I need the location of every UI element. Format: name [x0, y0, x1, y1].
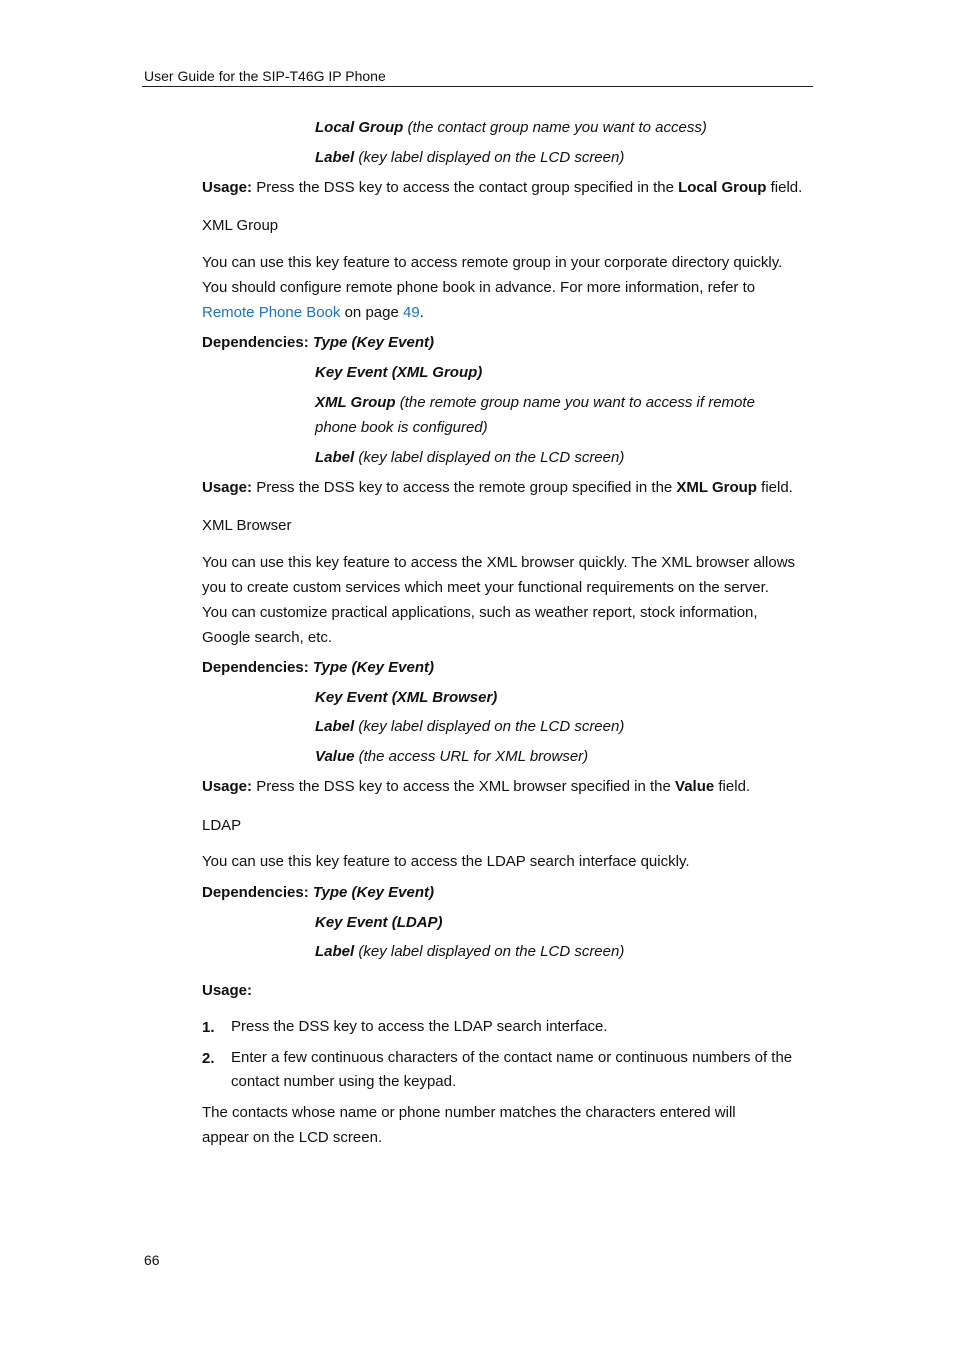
dependencies-row: [202, 655, 434, 680]
page-number: 66: [144, 1252, 160, 1268]
step-text-continued: contact number using the keypad.: [231, 1073, 457, 1090]
paragraph-line: [202, 300, 424, 325]
dep-term: Type: [312, 884, 348, 901]
dependencies-row: [202, 880, 434, 905]
usage-field: Value: [675, 778, 715, 795]
dep-value: (LDAP): [391, 914, 443, 931]
section-heading-xml-browser: XML Browser: [202, 517, 292, 534]
section-heading-xml-group: XML Group: [202, 217, 279, 234]
dep-value: (XML Group): [391, 364, 483, 381]
dep-key-event: [315, 685, 497, 710]
dep-term: Key Event: [315, 914, 388, 931]
dep-term: Local Group: [315, 119, 404, 136]
usage-text-end: field.: [761, 479, 793, 496]
dep-key-event: [315, 910, 443, 935]
dep-term: Label: [315, 943, 355, 960]
dependencies-label: Dependencies:: [202, 884, 309, 901]
dep-label: [315, 939, 624, 964]
dep-term: Type: [312, 659, 348, 676]
period: .: [419, 304, 424, 321]
dep-local-group: [315, 115, 707, 140]
dep-desc: (key label displayed on the LCD screen): [358, 149, 625, 166]
dep-term: Value: [315, 748, 355, 765]
dep-term: Label: [315, 149, 355, 166]
dep-label: [315, 145, 624, 170]
step-number: 1.: [202, 1019, 215, 1036]
dep-term: Label: [315, 718, 355, 735]
usage-field: XML Group: [676, 479, 757, 496]
dep-value: [315, 744, 588, 769]
dep-value: (Key Event): [351, 884, 435, 901]
usage-local-group: [202, 175, 802, 200]
paragraph-line: appear on the LCD screen.: [202, 1129, 383, 1146]
dep-desc: (the remote group name you want to access if remote: [399, 394, 755, 411]
dep-desc: (key label displayed on the LCD screen): [358, 449, 625, 466]
dep-key-event: [315, 360, 482, 385]
paragraph-line: The contacts whose name or phone number matches the characters entered will: [202, 1104, 736, 1121]
usage-label: Usage:: [202, 778, 253, 795]
paragraph-line: You can use this key feature to access the LDAP search interface quickly.: [202, 853, 690, 870]
dependencies-label: Dependencies:: [202, 659, 309, 676]
usage-text-end: field.: [770, 179, 803, 196]
dep-desc-continued: phone book is configured): [315, 419, 488, 436]
on-page-text: on page: [344, 304, 399, 321]
paragraph-line: You should configure remote phone book in advance. For more information, refer to: [202, 279, 756, 296]
paragraph-line: You can customize practical applications, such as weather report, stock information,: [202, 604, 758, 621]
dep-desc: (key label displayed on the LCD screen): [358, 943, 625, 960]
dep-desc: (key label displayed on the LCD screen): [358, 718, 625, 735]
page-ref-link[interactable]: 49: [403, 304, 420, 321]
usage-label: Usage:: [202, 982, 253, 999]
remote-phone-book-link[interactable]: Remote Phone Book: [202, 304, 341, 321]
paragraph-line: You can use this key feature to access the XML browser quickly. The XML browser allows: [202, 554, 796, 571]
usage-label: Usage:: [202, 179, 253, 196]
usage-xml-browser: [202, 774, 750, 799]
usage-label: Usage:: [202, 479, 253, 496]
dep-value: (XML Browser): [391, 689, 498, 706]
dep-term: Label: [315, 449, 355, 466]
dependencies-row: [202, 330, 434, 355]
dep-term: Type: [312, 334, 348, 351]
step-number: 2.: [202, 1050, 215, 1067]
section-heading-ldap: LDAP: [202, 817, 242, 834]
dep-value: (Key Event): [351, 334, 435, 351]
usage-text: Press the DSS key to access the XML browser specified in the: [256, 778, 671, 795]
dependencies-label: Dependencies:: [202, 334, 309, 351]
paragraph-line: You can use this key feature to access remote group in your corporate directory quickly.: [202, 254, 783, 271]
usage-field: Local Group: [678, 179, 767, 196]
dep-term: XML Group: [315, 394, 396, 411]
running-header: User Guide for the SIP-T46G IP Phone: [144, 68, 386, 84]
paragraph-line: you to create custom services which meet your functional requirements on the server.: [202, 579, 769, 596]
dep-desc: (the access URL for XML browser): [358, 748, 589, 765]
usage-text-end: field.: [718, 778, 751, 795]
usage-xml-group: [202, 475, 793, 500]
dep-value: (Key Event): [351, 659, 435, 676]
usage-text: Press the DSS key to access the contact group specified in the: [256, 179, 674, 196]
dep-label: [315, 714, 624, 739]
dep-xml-group: [315, 390, 755, 415]
dep-term: Key Event: [315, 364, 388, 381]
dep-label: [315, 445, 624, 470]
step-text: Press the DSS key to access the LDAP search interface.: [231, 1018, 608, 1035]
step-text: Enter a few continuous characters of the contact name or continuous numbers of the: [231, 1049, 793, 1066]
paragraph-line: Google search, etc.: [202, 629, 333, 646]
header-rule: [142, 86, 813, 87]
dep-desc: (the contact group name you want to access): [407, 119, 707, 136]
usage-text: Press the DSS key to access the remote group specified in the: [256, 479, 673, 496]
dep-term: Key Event: [315, 689, 388, 706]
